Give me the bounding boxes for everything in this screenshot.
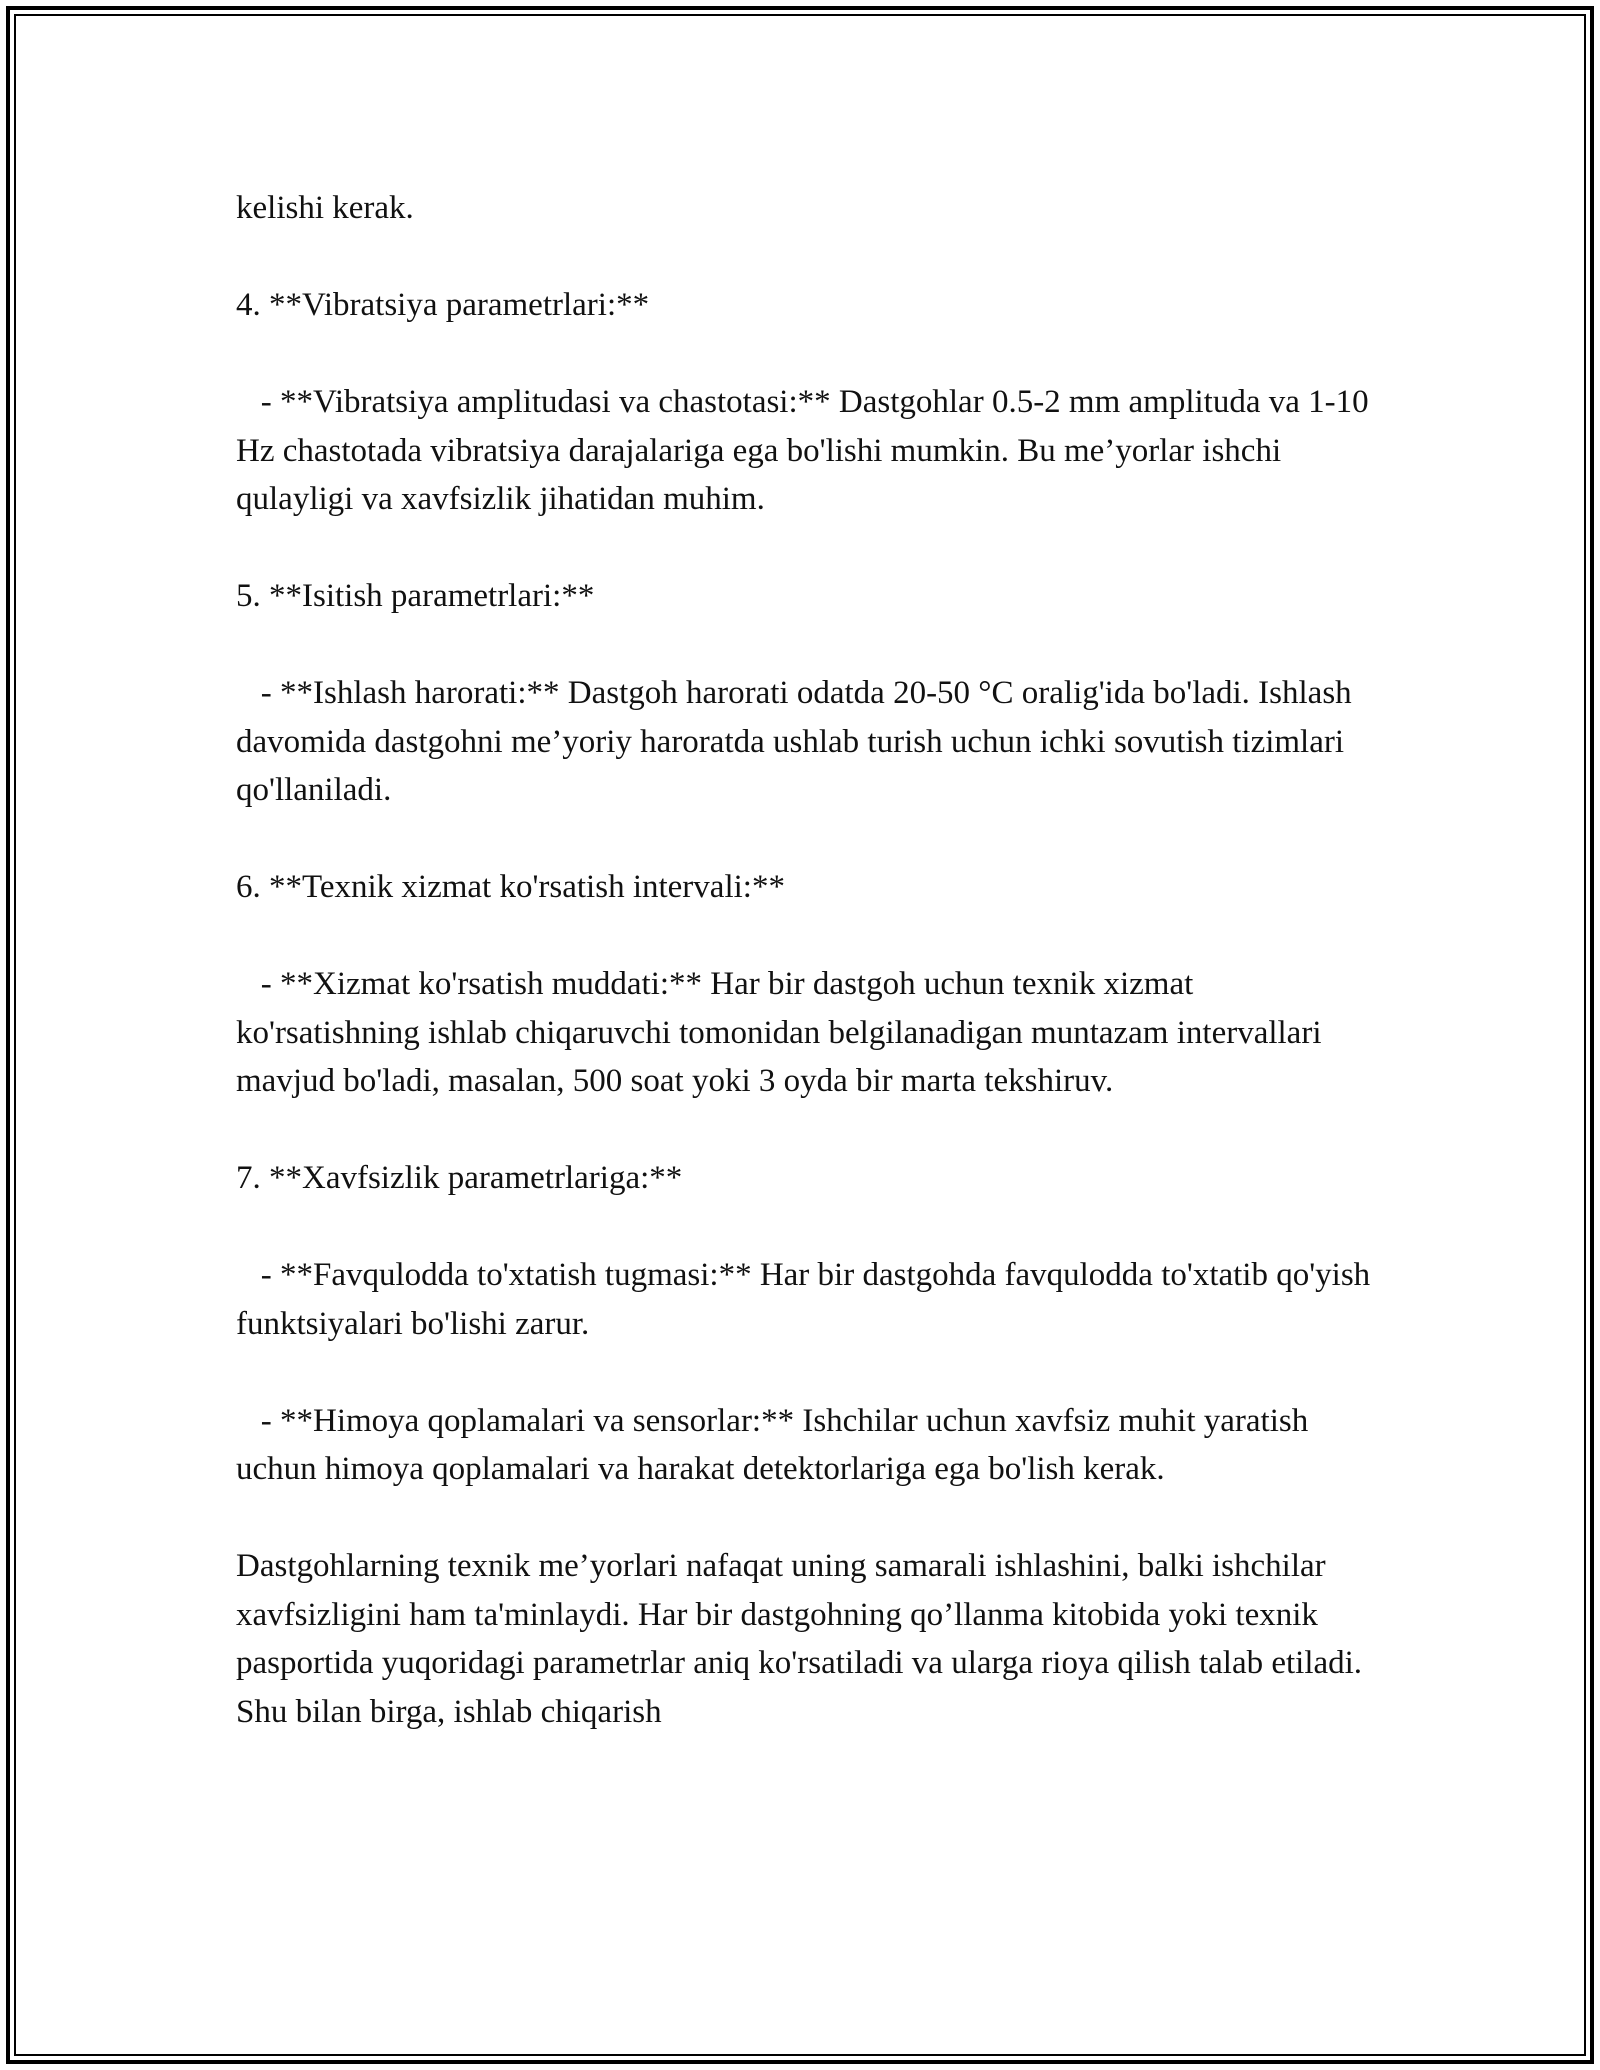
list-item-text: - **Vibratsiya amplitudasi va chastotasi:** Dastgohlar 0.5-2 mm amplituda va 1-10 Hz chastotada vibratsiya darajalariga ega bo'lishi mumkin. Bu me’yorlar ishchi qulayligi va xavfsizlik jihatidan muhim. <box>236 384 1369 517</box>
section-heading-safety <box>236 1154 1376 1203</box>
list-item-text: - **Ishlash harorati:** Dastgoh harorati odatda 20-50 °C oralig'ida bo'ladi. Ishlash davomida dastgohni me’yoriy haroratda ushlab turish uchun ichki sovutish tizimlari qo'llaniladi. <box>236 675 1352 808</box>
heading-text: 6. **Texnik xizmat ko'rsatish intervali:** <box>236 869 785 905</box>
paragraph-text: Dastgohlarning texnik me’yorlari nafaqat uning samarali ishlashini, balki ishchilar xavfsizligini ham ta'minlaydi. Har bir dastgohning qo’llanma kitobida yoki texnik pasportida yuqoridagi parametrlar aniq ko'rsatiladi va ularga rioya qilish talab etiladi. Shu bilan birga, ishlab chiqarish <box>236 1548 1363 1730</box>
paragraph-conclusion <box>236 1542 1376 1736</box>
list-item-vibration-amplitude <box>236 378 1376 524</box>
list-item-indent <box>236 1403 261 1439</box>
section-heading-vibration <box>236 281 1376 330</box>
heading-text: 4. **Vibratsiya parametrlari:** <box>236 287 650 323</box>
list-item-indent <box>236 384 261 420</box>
list-item-text: - **Himoya qoplamalari va sensorlar:** Ishchilar uchun xavfsiz muhit yaratish uchun himoya qoplamalari va harakat detektorlariga ega bo'lish kerak. <box>236 1402 1309 1487</box>
list-item-protective-covers <box>236 1397 1376 1494</box>
paragraph-continuation <box>236 184 1376 233</box>
list-item-emergency-stop <box>236 1251 1376 1348</box>
list-item-indent <box>236 675 261 711</box>
paragraph-text: kelishi kerak. <box>236 190 414 226</box>
section-heading-maintenance <box>236 863 1376 912</box>
list-item-service-period <box>236 960 1376 1106</box>
list-item-indent <box>236 1257 261 1293</box>
list-item-text: - **Favqulodda to'xtatish tugmasi:** Har bir dastgohda favqulodda to'xtatib qo'yish funktsiyalari bo'lishi zarur. <box>236 1257 1371 1342</box>
document-body <box>236 184 1376 1736</box>
list-item-operating-temperature <box>236 669 1376 815</box>
list-item-indent <box>236 966 261 1002</box>
section-heading-heating <box>236 572 1376 621</box>
heading-text: 5. **Isitish parametrlari:** <box>236 578 595 614</box>
list-item-text: - **Xizmat ko'rsatish muddati:** Har bir dastgoh uchun texnik xizmat ko'rsatishning ishlab chiqaruvchi tomonidan belgilanadigan muntazam intervallari mavjud bo'ladi, masalan, 500 soat yoki 3 oyda bir marta tekshiruv. <box>236 966 1322 1099</box>
heading-text: 7. **Xavfsizlik parametrlariga:** <box>236 1160 683 1196</box>
